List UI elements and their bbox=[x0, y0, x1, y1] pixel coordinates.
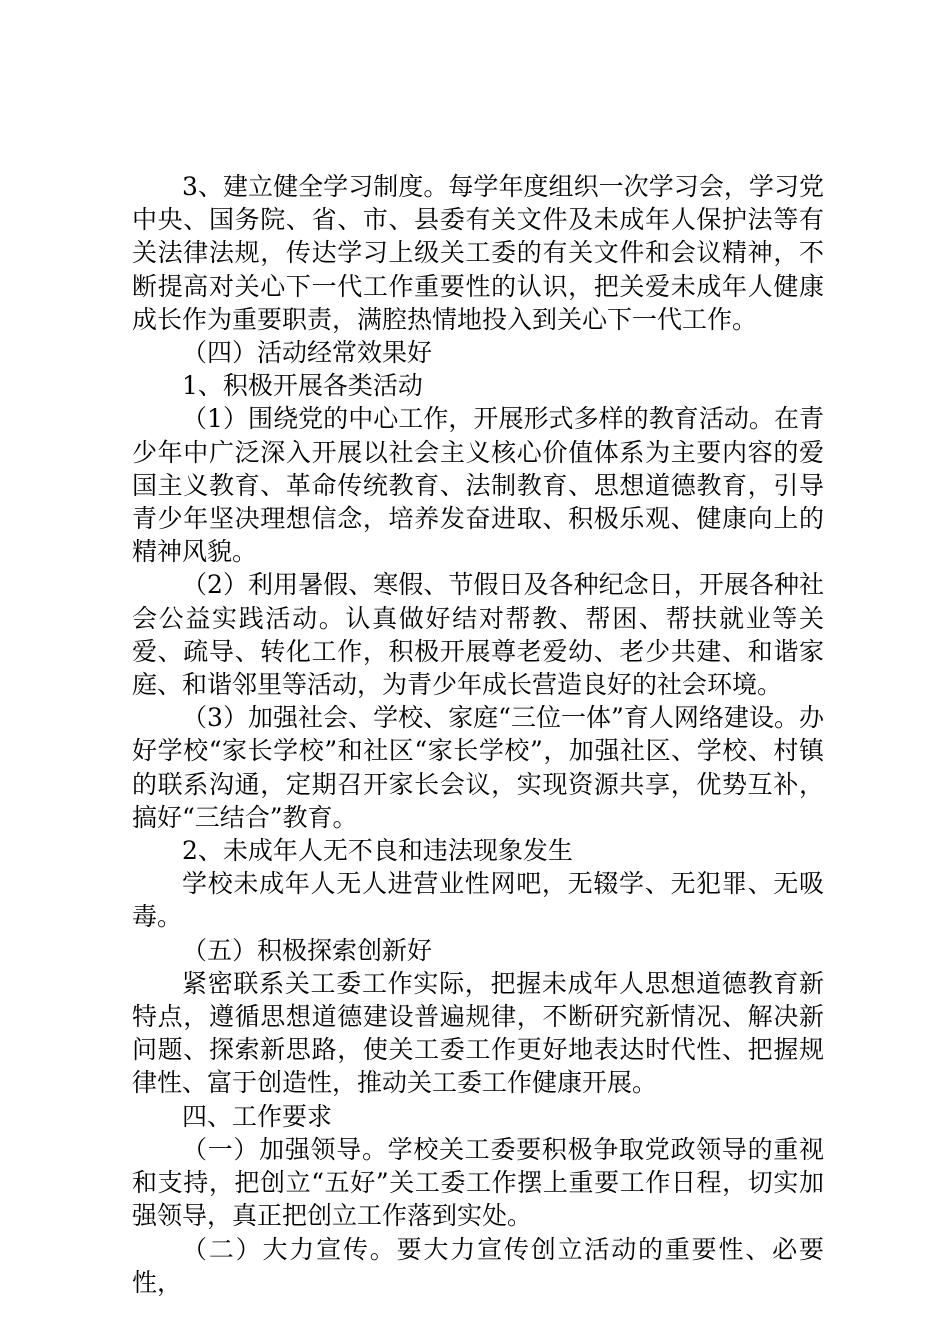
paragraph-item-3: （3）加强社会、学校、家庭“三位一体”育人网络建设。办好学校“家长学校”和社区“家长学校”，加强社区、学校、村镇的联系沟通，定期召开家长会议，实现资源共享，优势互补，搞好“三结合”教育。 bbox=[132, 703, 824, 832]
document-body bbox=[132, 170, 824, 1299]
paragraph-item-1: （1）围绕党的中心工作，开展形式多样的教育活动。在青少年中广泛深入开展以社会主义核心价值体系为主要内容的爱国主义教育、革命传统教育、法制教育、思想道德教育，引导青少年坚决理想信念，培养发奋进取、积极乐观、健康向上的精神风貌。 bbox=[132, 404, 824, 567]
paragraph-no-misconduct: 学校未成年人无人进营业性网吧，无辍学、无犯罪、无吸毒。 bbox=[132, 869, 824, 932]
paragraph-leadership: （一）加强领导。学校关工委要积极争取党政领导的重视和支持，把创立“五好”关工委工作摆上重要工作日程，切实加强领导，真正把创立工作落到实处。 bbox=[132, 1134, 824, 1231]
heading-activities: （四）活动经常效果好 bbox=[182, 338, 433, 368]
heading-innovation: （五）积极探索创新好 bbox=[182, 935, 433, 965]
paragraph-publicity: （二）大力宣传。要大力宣传创立活动的重要性、必要性， bbox=[132, 1234, 824, 1297]
heading-work-requirements: 四、工作要求 bbox=[182, 1101, 333, 1131]
paragraph-innovation: 紧密联系关工委工作实际，把握未成年人思想道德教育新特点，遵循思想道德建设普遍规律，不断研究新情况、解决新问题、探索新思路，使关工委工作更好地表达时代性、把握规律性、富于创造性，推动关工委工作健康开展。 bbox=[132, 968, 824, 1098]
subheading-no-misconduct: 2、未成年人无不良和违法现象发生 bbox=[182, 836, 573, 866]
paragraph-study-system: 3、建立健全学习制度。每学年度组织一次学习会，学习党中央、国务院、省、市、县委有关文件及未成年人保护法等有关法律法规，传达学习上级关工委的有关文件和会议精神，不断提高对关心下一代工作重要性的认识，把关爱未成年人健康成长作为重要职责，满腔热情地投入到关心下一代工作。 bbox=[132, 172, 824, 334]
paragraph-item-2: （2）利用暑假、寒假、节假日及各种纪念日，开展各种社会公益实践活动。认真做好结对帮教、帮困、帮扶就业等关爱、疏导、转化工作，积极开展尊老爱幼、老少共建、和谐家庭、和谐邻里等活动，为青少年成长营造良好的社会环境。 bbox=[132, 570, 824, 700]
subheading-carry-out-activities: 1、积极开展各类活动 bbox=[182, 371, 423, 401]
